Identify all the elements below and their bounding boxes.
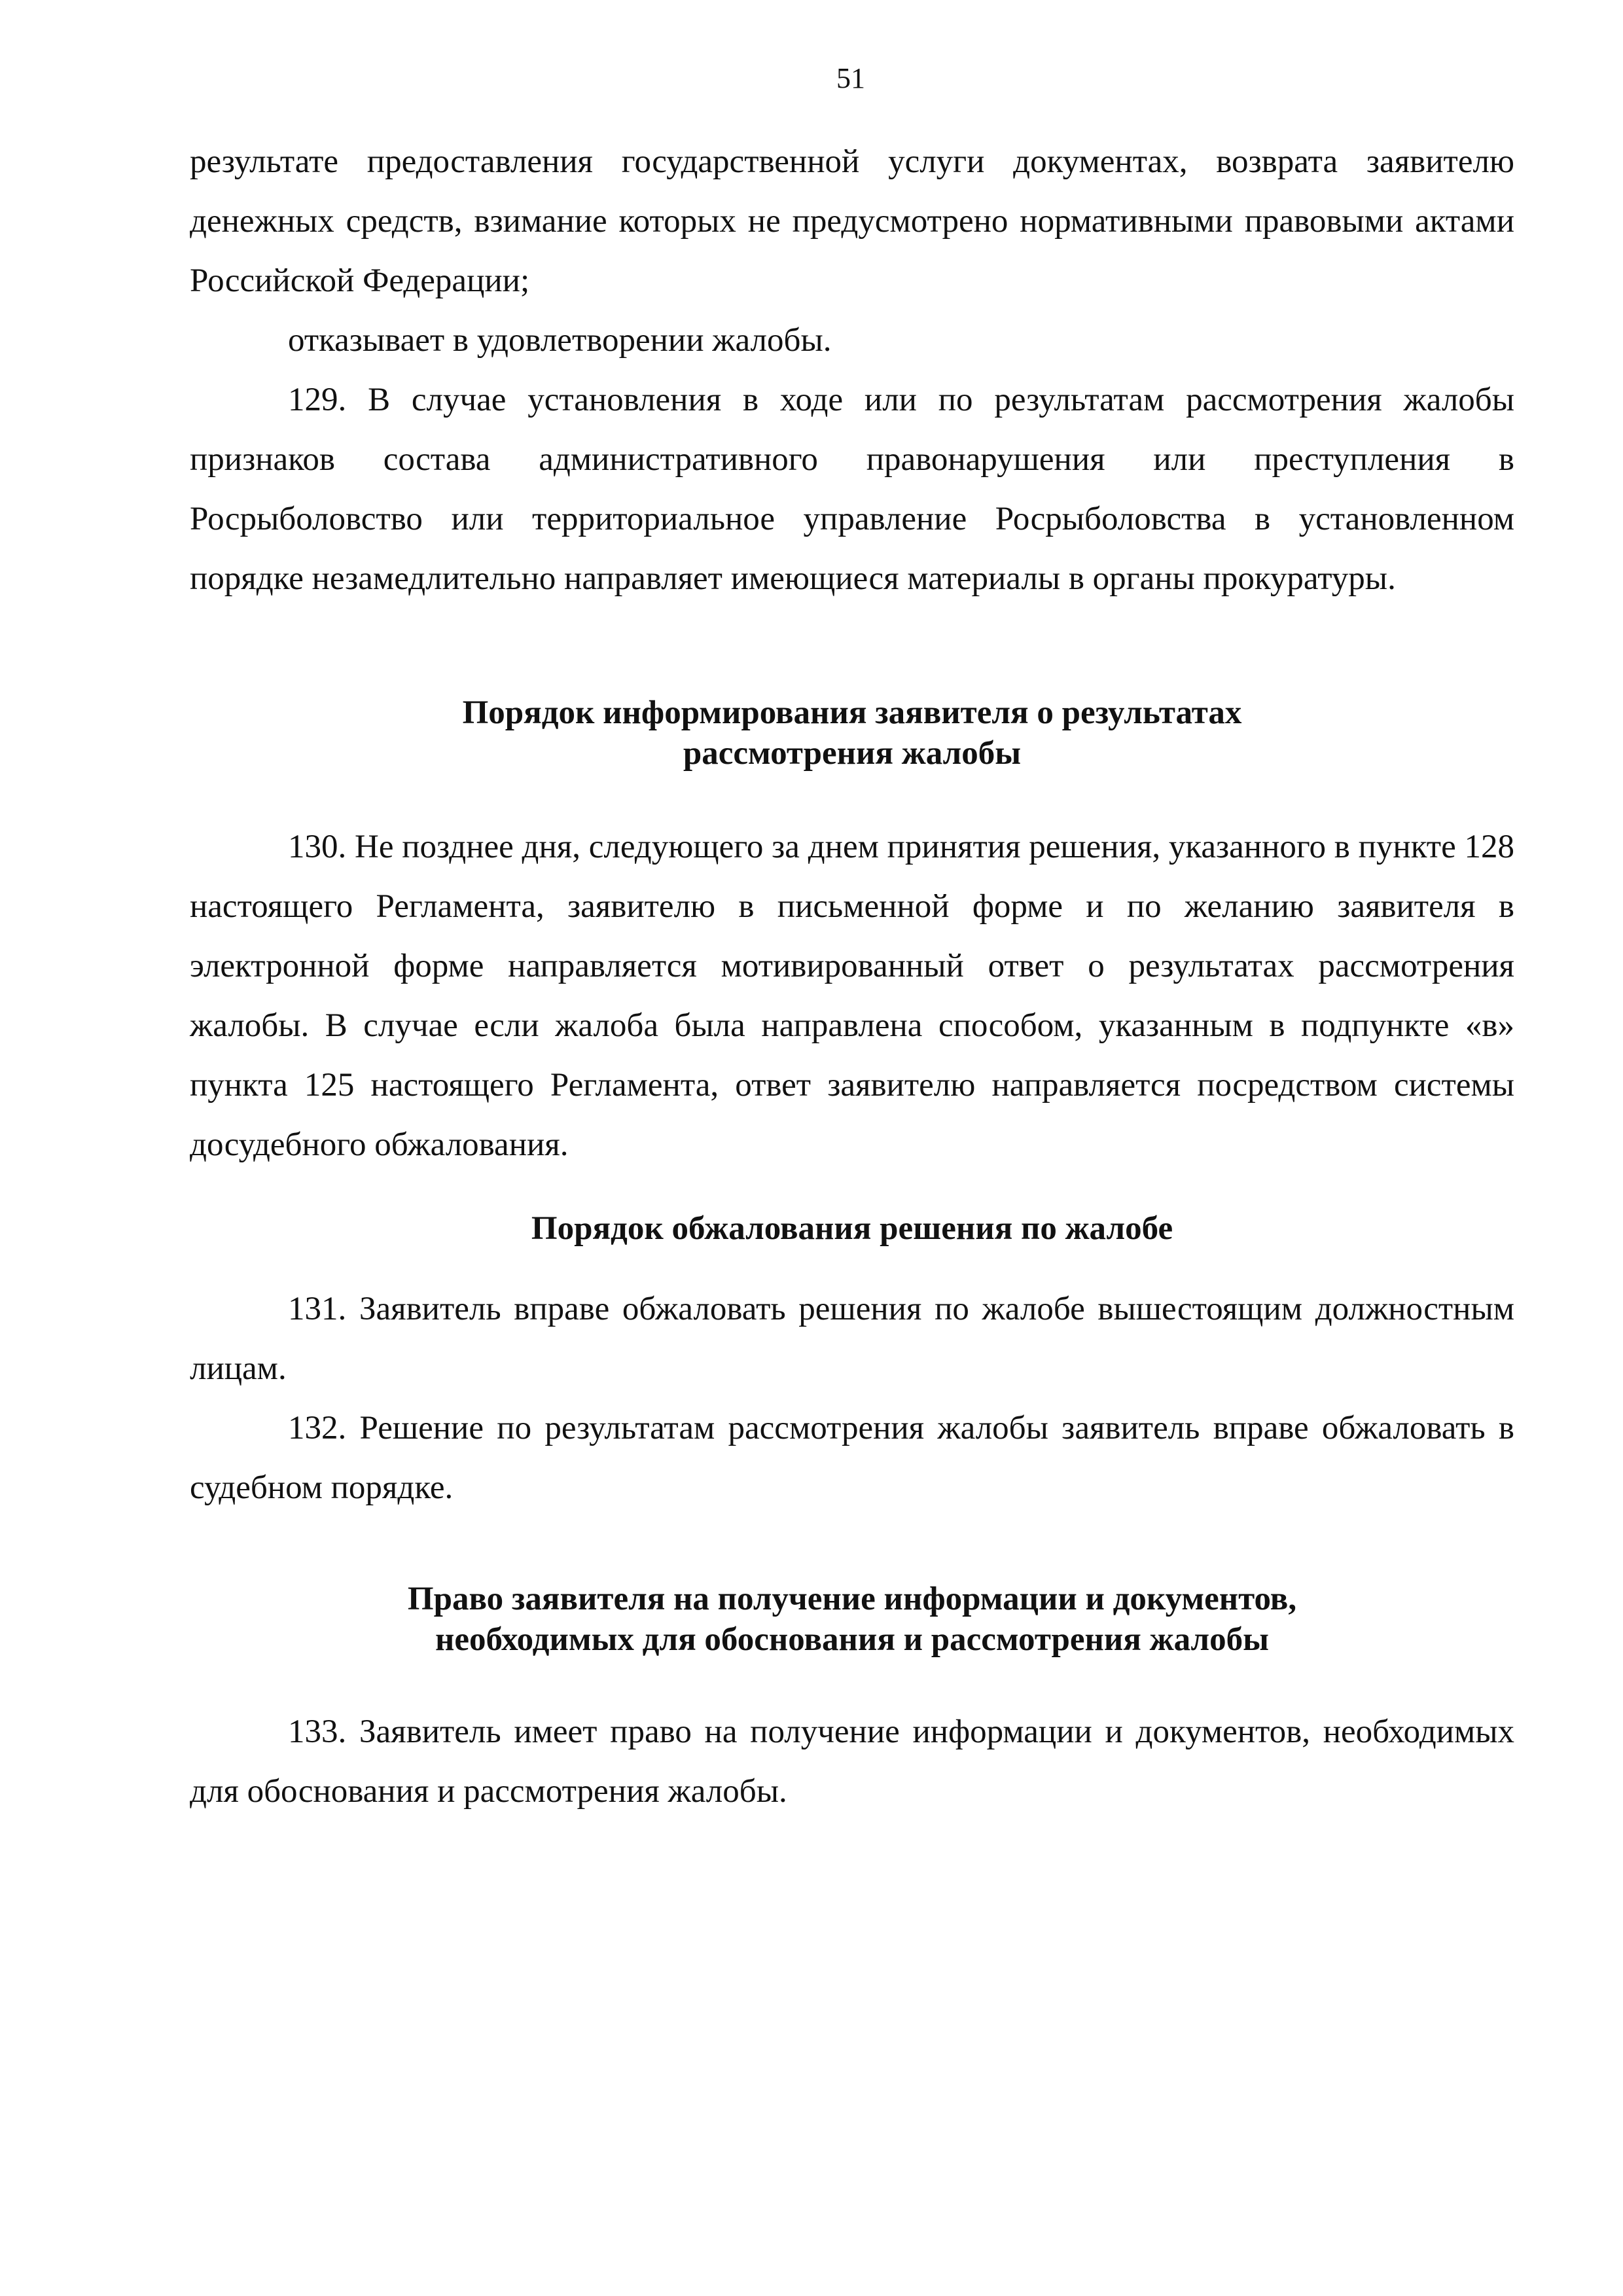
paragraph-continuation: результате предоставления государственной услуги документах, возврата заявителю денежных средств, взимание которых не предусмотрено нормативными правовыми актами Российской Федерации; bbox=[190, 143, 1514, 299]
heading-appeal: Порядок обжалования решения по жалобе bbox=[531, 1210, 1173, 1247]
heading-right-line-1: Право заявителя на получение информации и документов, bbox=[407, 1581, 1297, 1617]
heading-inform-line-1: Порядок информирования заявителя о результатах bbox=[462, 694, 1242, 731]
paragraph-refuses: отказывает в удовлетворении жалобы. bbox=[288, 322, 832, 359]
document-body bbox=[190, 132, 1514, 1821]
paragraph-129: 129. В случае установления в ходе или по результатам рассмотрения жалобы признаков состава административного правонарушения или преступления в Росрыболовство или территориальное управление Росрыболовства в установленном порядке незамедлительно направляет имеющиеся материалы в органы прокуратуры. bbox=[190, 382, 1514, 597]
paragraph-132: 132. Решение по результатам рассмотрения жалобы заявитель вправе обжаловать в судебном порядке. bbox=[190, 1410, 1514, 1506]
page-number: 51 bbox=[836, 62, 865, 94]
heading-inform-line-2: рассмотрения жалобы bbox=[683, 735, 1022, 772]
paragraph-133: 133. Заявитель имеет право на получение информации и документов, необходимых для обоснования и рассмотрения жалобы. bbox=[190, 1713, 1514, 1810]
heading-right-line-2: необходимых для обоснования и рассмотрения жалобы bbox=[435, 1621, 1269, 1658]
paragraph-130: 130. Не позднее дня, следующего за днем принятия решения, указанного в пункте 128 настоящего Регламента, заявителю в письменной форме и по желанию заявителя в электронной форме направляется мотивированный ответ о результатах рассмотрения жалобы. В случае если жалоба была направлена способом, указанным в подпункте «в» пункта 125 настоящего Регламента, ответ заявителю направляется посредством системы досудебного обжалования. bbox=[190, 829, 1514, 1163]
paragraph-131: 131. Заявитель вправе обжаловать решения по жалобе вышестоящим должностным лицам. bbox=[190, 1291, 1514, 1387]
